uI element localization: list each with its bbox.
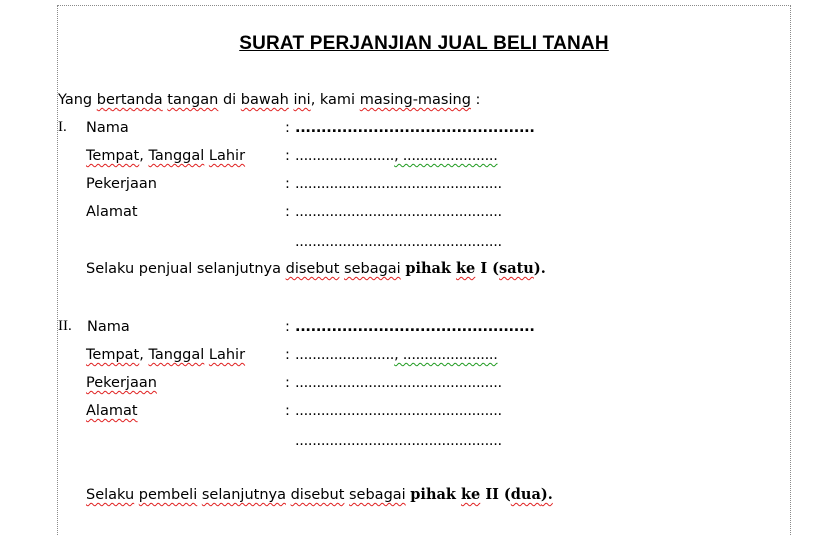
role-word: disebut xyxy=(285,261,340,277)
party-2-nama-colon: : xyxy=(285,319,290,335)
label-word: , xyxy=(139,148,149,164)
party-2-numeral: II. xyxy=(58,318,72,334)
role-word: pembeli xyxy=(138,487,198,503)
role-word: II ( xyxy=(480,486,511,503)
role-word: sebagai xyxy=(349,487,406,503)
ttl-date-dots: , ...................... xyxy=(394,148,498,164)
party-2-nama-label: Nama xyxy=(87,319,130,335)
party-1-role-bold xyxy=(405,260,545,277)
party-2-role-statement xyxy=(86,486,553,504)
party-1-pekerjaan-colon: : xyxy=(285,176,290,192)
label-word: Tanggal xyxy=(148,347,205,363)
role-word: sebagai xyxy=(344,261,401,277)
party-2-alamat-field-line-2[interactable]: ................................................ xyxy=(295,433,502,449)
intro-word: tangan xyxy=(167,92,219,108)
ttl-place-dots: ....................... xyxy=(295,347,395,363)
party-2-pekerjaan-field[interactable]: ................................................ xyxy=(295,375,502,391)
intro-word: bawah xyxy=(240,92,289,108)
label-word: Alamat xyxy=(86,403,138,419)
party-2-alamat-colon: : xyxy=(285,403,290,419)
role-word: pihak xyxy=(405,260,456,277)
party-1-ttl-label xyxy=(86,147,245,165)
role-word: pihak xyxy=(410,486,461,503)
label-word: Tempat xyxy=(86,148,140,164)
party-2-ttl-label xyxy=(86,346,245,364)
party-1-ttl-colon: : xyxy=(285,148,290,164)
intro-word: Yang xyxy=(58,92,93,108)
role-word: disebut xyxy=(290,487,345,503)
party-1-alamat-label: Alamat xyxy=(86,204,138,220)
party-1-alamat-field[interactable]: ................................................ xyxy=(295,204,502,220)
intro-word: masing-masing xyxy=(359,92,471,108)
ttl-date-dots: , ...................... xyxy=(394,347,498,363)
intro-word: ini xyxy=(293,92,311,108)
label-word: Lahir xyxy=(208,148,246,164)
document-title: SURAT PERJANJIAN JUAL BELI TANAH xyxy=(239,33,609,54)
party-2-pekerjaan-label xyxy=(86,374,157,392)
label-word: Tempat xyxy=(86,347,140,363)
party-2-ttl-colon: : xyxy=(285,347,290,363)
party-1-numeral: I. xyxy=(58,119,67,135)
role-word: penjual xyxy=(134,261,197,277)
party-1-pekerjaan-field[interactable]: ................................................ xyxy=(295,176,502,192)
party-2-alamat-label xyxy=(86,402,138,420)
intro-word: bertanda xyxy=(96,92,163,108)
role-word: ke xyxy=(460,486,481,503)
document-page[interactable] xyxy=(57,5,791,535)
party-2-pekerjaan-colon: : xyxy=(285,375,290,391)
label-word: Lahir xyxy=(208,347,246,363)
party-1-nama-colon: : xyxy=(285,120,290,136)
role-word: Selaku xyxy=(86,487,135,503)
party-2-role-bold xyxy=(410,486,553,503)
intro-word: di xyxy=(222,92,237,108)
party-1-ttl-field[interactable] xyxy=(295,147,498,165)
role-word: dua xyxy=(510,486,541,503)
intro-line xyxy=(58,91,480,109)
intro-word: , kami xyxy=(310,92,356,108)
party-2-nama-field[interactable]: .............................................. xyxy=(295,319,535,335)
label-word: , xyxy=(139,347,149,363)
party-1-pekerjaan-label: Pekerjaan xyxy=(86,176,157,192)
party-1-alamat-colon: : xyxy=(285,204,290,220)
role-word: satu xyxy=(499,260,534,277)
label-word: Pekerjaan xyxy=(86,375,157,391)
role-word: I ( xyxy=(475,260,500,277)
ttl-place-dots: ....................... xyxy=(295,148,395,164)
party-1-nama-field[interactable]: .............................................. xyxy=(295,120,535,136)
role-word: selanjutnya xyxy=(196,261,281,277)
role-word: ke xyxy=(456,260,476,277)
party-1-role-statement xyxy=(86,260,546,278)
role-word: ). xyxy=(540,486,553,503)
intro-word: : xyxy=(470,92,481,108)
role-word: selanjutnya xyxy=(201,487,286,503)
role-word: ). xyxy=(533,260,546,277)
label-word: Tanggal xyxy=(148,148,205,164)
party-2-alamat-field[interactable]: ................................................ xyxy=(295,403,502,419)
party-1-nama-label: Nama xyxy=(86,120,129,136)
party-2-ttl-field[interactable] xyxy=(295,346,498,364)
party-1-alamat-field-line-2[interactable]: ................................................ xyxy=(295,234,502,250)
role-word: Selaku xyxy=(86,261,135,277)
